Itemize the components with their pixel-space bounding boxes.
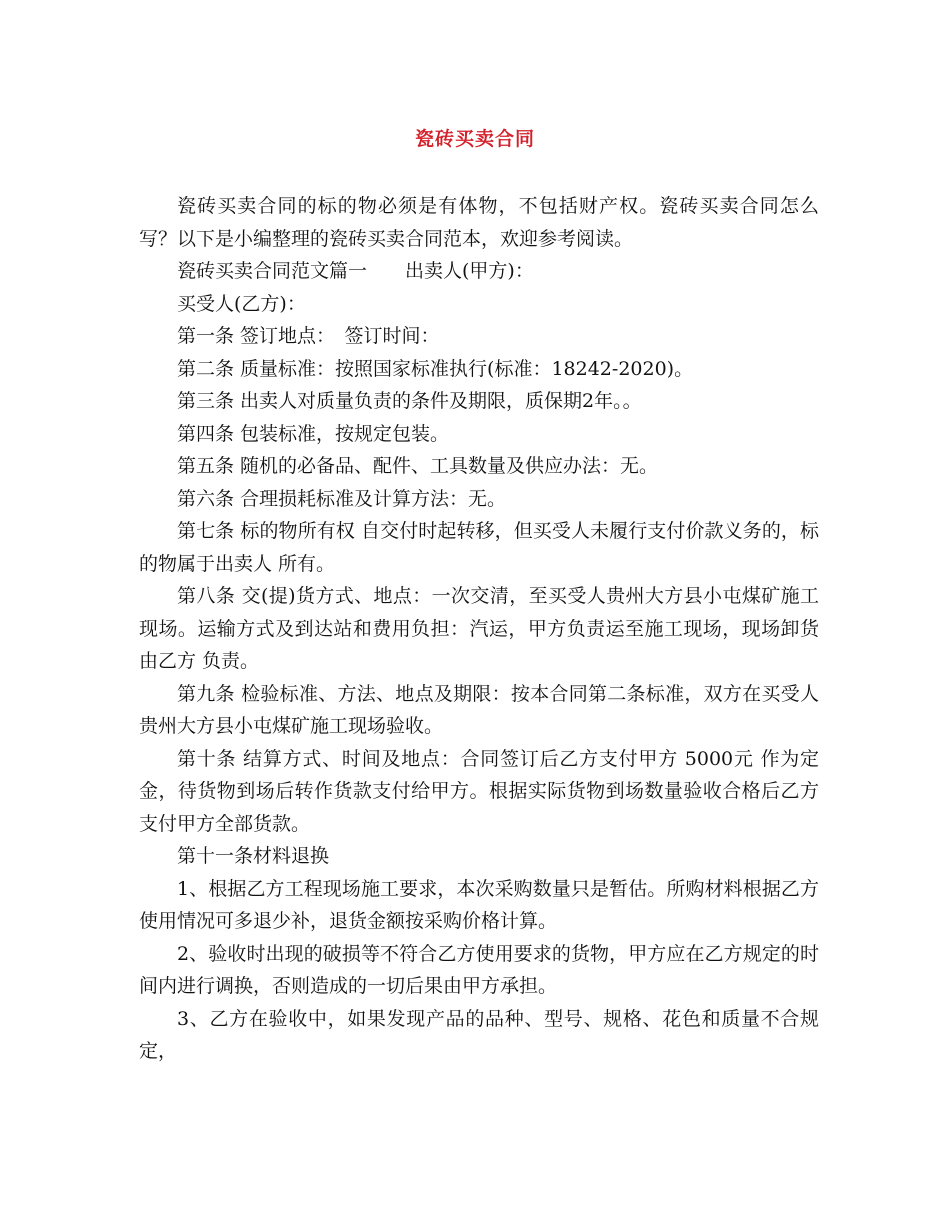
paragraph-sample-heading: 瓷砖买卖合同范文篇一 出卖人(甲方)： [177, 260, 534, 282]
paragraph-clause-1: 1、根据乙方工程现场施工要求，本次采购数量只是暂估。所购材料根据乙方使用情况可多退少补，退货金额按采购价格计算。 [139, 877, 819, 932]
paragraph-clause-2: 2、验收时出现的破损等不符合乙方使用要求的货物，甲方应在乙方规定的时间内进行调换，否则造成的一切后果由甲方承担。 [139, 942, 819, 997]
paragraph-article-3: 第三条 出卖人对质量负责的条件及期限，质保期2年。。 [177, 390, 642, 412]
paragraph-article-1: 第一条 签订地点： 签订时间： [177, 325, 440, 347]
paragraph-article-2: 第二条 质量标准：按照国家标准执行(标准：18242-2020)。 [177, 357, 694, 380]
paragraph-buyer: 买受人(乙方)： [177, 292, 306, 315]
paragraph-article-8: 第八条 交(提)货方式、地点：一次交清，至买受人贵州大方县小屯煤矿施工现场。运输方式及到达站和费用负担：汽运，甲方负责运至施工现场，现场卸货由乙方 负责。 [139, 585, 819, 672]
paragraph-article-11: 第十一条材料退换 [177, 845, 330, 867]
document-title: 瓷砖买卖合同 [414, 128, 535, 150]
paragraph-article-4: 第四条 包装标准，按规定包装。 [177, 422, 450, 445]
paragraph-intro: 瓷砖买卖合同的标的物必须是有体物，不包括财产权。瓷砖买卖合同怎么写？以下是小编整理的瓷砖买卖合同范本，欢迎参考阅读。 [139, 195, 819, 250]
paragraph-article-7: 第七条 标的物所有权 自交付时起转移，但买受人未履行支付价款义务的，标的物属于出卖人 所有。 [139, 520, 819, 575]
paragraph-article-6: 第六条 合理损耗标准及计算方法：无。 [177, 487, 507, 510]
paragraph-clause-3: 3、乙方在验收中，如果发现产品的品种、型号、规格、花色和质量不合规定， [139, 1007, 819, 1062]
document-body [139, 190, 819, 1068]
paragraph-article-5: 第五条 随机的必备品、配件、工具数量及供应办法：无。 [177, 455, 659, 477]
paragraph-article-9: 第九条 检验标准、方法、地点及期限：按本合同第二条标准，双方在买受人贵州大方县小屯煤矿施工现场验收。 [139, 682, 819, 737]
paragraph-article-10: 第十条 结算方式、时间及地点：合同签订后乙方支付甲方 5000元 作为定金，待货物到场后转作货款支付给甲方。根据实际货物到场数量验收合格后乙方支付甲方全部货款。 [139, 747, 819, 835]
